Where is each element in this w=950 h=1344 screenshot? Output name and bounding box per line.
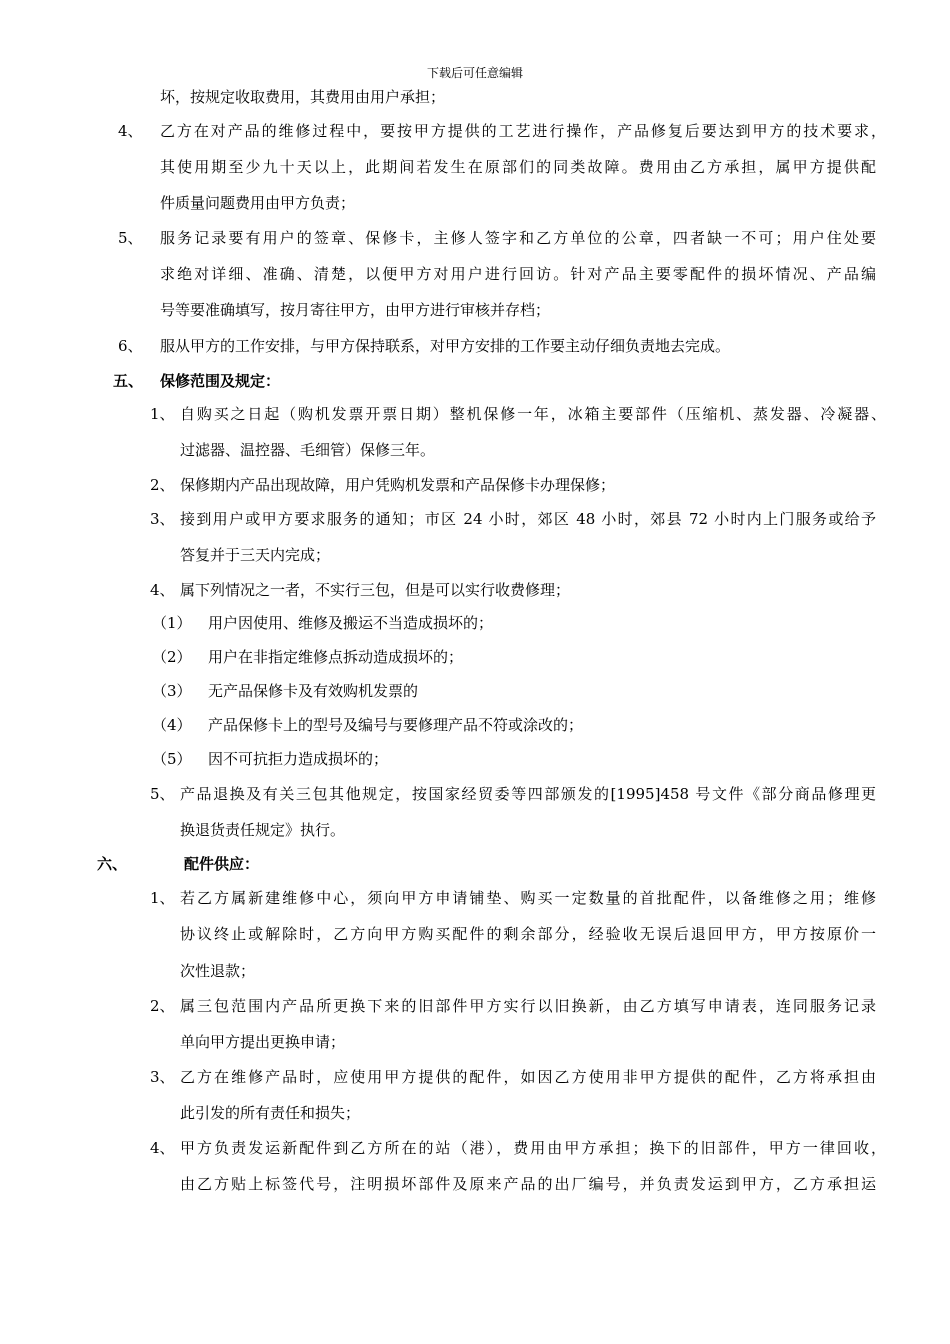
item-4-line-3: 件质量问题费用由甲方负责；: [160, 194, 356, 212]
item-5-number: 5、: [118, 229, 143, 247]
s5-item-3-number: 3、: [150, 510, 175, 528]
s5-item-3-line-1: 接到用户或甲方要求服务的通知；市区 24 小时，郊区 48 小时，郊县 72 小时内上门服务或给予: [180, 510, 876, 528]
s5-item-1-number: 1、: [150, 405, 175, 423]
item-6-line-1: 服从甲方的工作安排，与甲方保持联系，对甲方安排的工作要主动仔细负责地去完成。: [160, 337, 731, 355]
s5-sub-1: 用户因使用、维修及搬运不当造成损坏的；: [208, 614, 494, 632]
s5-item-3-line-2: 答复并于三天内完成；: [180, 546, 331, 564]
s6-item-3-number: 3、: [150, 1068, 175, 1086]
s5-item-2-line-1: 保修期内产品出现故障，用户凭购机发票和产品保修卡办理保修；: [180, 476, 616, 494]
item-4-line-1: 乙方在对产品的维修过程中，要按甲方提供的工艺进行操作，产品修复后要达到甲方的技术要求，: [160, 122, 886, 140]
section-6-title: 配件供应：: [184, 855, 260, 873]
s5-item-5-line-1: 产品退换及有关三包其他规定，按国家经贸委等四部颁发的[1995]458 号文件《部分商品修理更: [180, 785, 876, 803]
s5-item-1-line-1: 自购买之日起（购机发票开票日期）整机保修一年，冰箱主要部件（压缩机、蒸发器、冷凝器、: [180, 405, 886, 423]
s6-item-4-line-1: 甲方负责发运新配件到乙方所在的站（港），费用由甲方承担；换下的旧部件，甲方一律回收，: [180, 1139, 886, 1157]
s6-item-2-number: 2、: [150, 997, 175, 1015]
s5-item-2-number: 2、: [150, 476, 175, 494]
s5-item-4-line-1: 属下列情况之一者，不实行三包，但是可以实行收费修理；: [180, 581, 571, 599]
s6-item-2-line-2: 单向甲方提出更换申请；: [180, 1033, 346, 1051]
s6-item-1-number: 1、: [150, 889, 175, 907]
s6-item-1-line-3: 次性退款；: [180, 962, 256, 980]
s5-sub-3: 无产品保修卡及有效购机发票的: [208, 682, 419, 700]
s5-sub-1-number: （1）: [152, 614, 192, 632]
s6-item-4-line-2: 由乙方贴上标签代号，注明损坏部件及原来产品的出厂编号，并负责发运到甲方，乙方承担运: [180, 1175, 876, 1193]
s5-sub-5-number: （5）: [152, 750, 192, 768]
s5-sub-3-number: （3）: [152, 682, 192, 700]
s5-sub-2-number: （2）: [152, 648, 192, 666]
s5-sub-5: 因不可抗拒力造成损坏的；: [208, 750, 389, 768]
continuation-line: 坏，按规定收取费用，其费用由用户承担；: [160, 88, 446, 106]
section-5-title: 保修范围及规定：: [160, 372, 281, 390]
s5-item-4-number: 4、: [150, 581, 175, 599]
item-5-line-1: 服务记录要有用户的签章、保修卡，主修人签字和乙方单位的公章，四者缺一不可；用户住处要: [160, 229, 876, 247]
s5-item-1-line-2: 过滤器、温控器、毛细管）保修三年。: [180, 441, 436, 459]
s6-item-3-line-1: 乙方在维修产品时，应使用甲方提供的配件，如因乙方使用非甲方提供的配件，乙方将承担由: [180, 1068, 876, 1086]
item-5-line-2: 求绝对详细、准确、清楚，以便甲方对用户进行回访。针对产品主要零配件的损坏情况、产品编: [160, 265, 876, 283]
item-6-number: 6、: [118, 337, 143, 355]
s5-sub-4-number: （4）: [152, 716, 192, 734]
item-5-line-3: 号等要准确填写，按月寄往甲方，由甲方进行审核并存档；: [160, 301, 551, 319]
s6-item-3-line-2: 此引发的所有责任和损失；: [180, 1104, 361, 1122]
s5-item-5-number: 5、: [150, 785, 175, 803]
s6-item-2-line-1: 属三包范围内产品所更换下来的旧部件甲方实行以旧换新，由乙方填写申请表，连同服务记录: [180, 997, 876, 1015]
section-5-number: 五、: [113, 372, 144, 390]
section-6-number: 六、: [97, 855, 128, 873]
page-header: 下载后可任意编辑: [426, 66, 523, 80]
s6-item-4-number: 4、: [150, 1139, 175, 1157]
item-4-line-2: 其使用期至少九十天以上，此期间若发生在原部们的同类故障。费用由乙方承担，属甲方提供配: [160, 158, 876, 176]
s6-item-1-line-2: 协议终止或解除时，乙方向甲方购买配件的剩余部分，经验收无误后退回甲方，甲方按原价一: [180, 925, 876, 943]
s6-item-1-line-1: 若乙方属新建维修中心，须向甲方申请铺垫、购买一定数量的首批配件，以备维修之用；维修: [180, 889, 876, 907]
s5-sub-2: 用户在非指定维修点拆动造成损坏的；: [208, 648, 464, 666]
item-4-number: 4、: [118, 122, 143, 140]
s5-sub-4: 产品保修卡上的型号及编号与要修理产品不符或涂改的；: [208, 716, 584, 734]
s5-item-5-line-2: 换退货责任规定》执行。: [180, 821, 346, 839]
